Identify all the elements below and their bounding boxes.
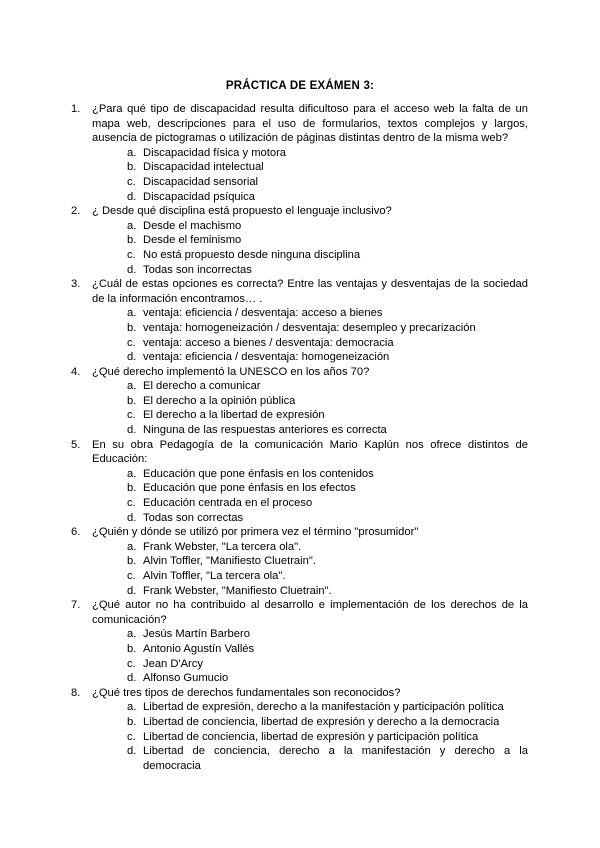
option-d	[127, 671, 528, 686]
question-number: 5.	[71, 438, 81, 451]
option-letter: a.	[127, 380, 137, 393]
question-7	[71, 598, 528, 686]
page-title: PRÁCTICA DE EXÁMEN 3:	[225, 80, 375, 92]
option-text: ventaja: eficiencia / desventaja: acceso a bienes	[143, 307, 383, 320]
option-letter: a.	[127, 467, 137, 480]
option-text: Discapacidad física y motora	[143, 146, 287, 159]
question-text: ¿Quién y dónde se utilizó por primera vez el término "prosumidor"	[92, 526, 419, 539]
option-b	[127, 160, 528, 175]
option-letter: b.	[127, 234, 137, 247]
question-number: 2.	[71, 205, 81, 218]
option-letter: a.	[127, 701, 137, 714]
option-letter: b.	[127, 394, 137, 407]
option-d	[127, 744, 528, 773]
question-4	[71, 365, 528, 438]
question-number: 6.	[71, 526, 81, 539]
option-letter: c.	[127, 497, 136, 510]
option-list	[127, 627, 528, 685]
option-text: Libertad de conciencia, libertad de expresión y derecho a la democracia	[143, 715, 500, 728]
option-a	[127, 700, 528, 715]
option-c	[127, 248, 528, 263]
option-d	[127, 350, 528, 365]
option-b	[127, 481, 528, 496]
question-text: ¿ Desde qué disciplina está propuesto el lenguaje inclusivo?	[92, 205, 392, 218]
option-c	[127, 730, 528, 745]
option-text: Libertad de conciencia, libertad de expresión y participación política	[143, 730, 479, 743]
option-c	[127, 408, 528, 423]
option-text: Libertad de expresión, derecho a la manifestación y participación política	[143, 701, 504, 714]
option-d	[127, 263, 528, 278]
option-letter: b.	[127, 642, 137, 655]
question-text: ¿Qué tres tipos de derechos fundamentales son reconocidos?	[92, 686, 401, 699]
option-letter: a.	[127, 219, 137, 232]
option-letter: d.	[127, 424, 137, 437]
option-d	[127, 584, 528, 599]
option-letter: b.	[127, 555, 137, 568]
option-a	[127, 467, 528, 482]
option-b	[127, 642, 528, 657]
question-3	[71, 277, 528, 365]
option-text: Frank Webster, "Manifiesto Cluetrain".	[143, 584, 332, 597]
option-text: El derecho a comunicar	[143, 380, 261, 393]
option-text: ventaja: homogeneización / desventaja: desempleo y precarización	[143, 321, 476, 334]
option-b	[127, 233, 528, 248]
option-letter: d.	[127, 511, 137, 524]
option-text: Desde el feminismo	[143, 234, 242, 247]
question-number: 4.	[71, 365, 81, 378]
option-text: Libertad de conciencia, derecho a la manifestación y derecho a la democracia	[143, 745, 528, 772]
option-list	[127, 540, 528, 598]
option-b	[127, 715, 528, 730]
option-b	[127, 321, 528, 336]
option-text: Ninguna de las respuestas anteriores es correcta	[143, 424, 387, 437]
option-letter: c.	[127, 570, 136, 582]
option-c	[127, 569, 528, 584]
question-text: En su obra Pedagogía de la comunicación Mario Kaplún nos ofrece distintos de Educación:	[92, 438, 528, 466]
option-d	[127, 423, 528, 438]
option-letter: b.	[127, 715, 137, 728]
question-text: ¿Qué autor no ha contribuido al desarrollo e implementación de los derechos de la comunicación?	[92, 599, 528, 626]
option-text: Alvin Toffler, "Manifiesto Cluetrain".	[143, 555, 316, 568]
option-b	[127, 554, 528, 569]
option-letter: a.	[127, 146, 137, 159]
question-2	[71, 204, 528, 277]
option-c	[127, 496, 528, 511]
option-letter: d.	[127, 584, 137, 597]
option-list	[127, 219, 528, 277]
option-c	[127, 657, 528, 672]
option-text: No está propuesto desde ninguna disciplina	[143, 248, 361, 261]
option-a	[127, 540, 528, 555]
option-letter: c.	[127, 730, 136, 743]
question-number: 1.	[71, 103, 81, 115]
option-letter: c.	[127, 657, 136, 670]
option-list	[127, 306, 528, 364]
option-letter: a.	[127, 307, 137, 320]
option-list	[127, 379, 528, 437]
option-text: Educación que pone énfasis en los contenidos	[143, 467, 374, 480]
option-d	[127, 190, 528, 205]
option-list	[127, 467, 528, 525]
question-number: 7.	[71, 599, 81, 612]
option-text: Discapacidad intelectual	[143, 161, 264, 174]
option-a	[127, 146, 528, 161]
option-text: Alvin Toffler, "La tercera ola".	[143, 570, 286, 582]
option-text: Discapacidad sensorial	[143, 175, 259, 188]
question-text: ¿Qué derecho implementó la UNESCO en los años 70?	[92, 365, 370, 378]
question-6	[71, 525, 528, 598]
option-letter: c.	[127, 175, 136, 188]
option-d	[127, 511, 528, 526]
option-text: Jesús Martín Barbero	[143, 628, 250, 641]
option-text: El derecho a la opinión pública	[143, 394, 296, 407]
option-letter: d.	[127, 672, 137, 685]
option-text: El derecho a la libertad de expresión	[143, 409, 325, 422]
option-letter: c.	[127, 409, 136, 422]
option-a	[127, 379, 528, 394]
option-a	[127, 627, 528, 642]
option-letter: a.	[127, 628, 137, 641]
option-letter: c.	[127, 336, 136, 349]
question-list	[71, 102, 528, 773]
option-letter: d.	[127, 351, 137, 364]
question-number: 8.	[71, 686, 81, 699]
option-list	[127, 700, 528, 773]
question-number: 3.	[71, 278, 81, 291]
option-letter: d.	[127, 263, 137, 276]
option-text: Alfonso Gumucio	[143, 672, 229, 685]
question-1	[71, 102, 528, 204]
option-letter: b.	[127, 321, 137, 334]
option-letter: b.	[127, 482, 137, 495]
option-letter: d.	[127, 745, 137, 758]
option-text: Desde el machismo	[143, 219, 242, 232]
option-text: ventaja: eficiencia / desventaja: homogeneización	[143, 351, 390, 364]
question-text: ¿Cuál de estas opciones es correcta? Entre las ventajas y desventajas de la sociedad de la información encontramos… .	[92, 278, 528, 305]
option-text: Frank Webster, "La tercera ola".	[143, 540, 302, 553]
option-a	[127, 306, 528, 321]
option-text: Jean D'Arcy	[143, 657, 203, 670]
option-list	[127, 146, 528, 204]
question-text: ¿Para qué tipo de discapacidad resulta dificultoso para el acceso web la falta de un mapa web, descripciones para el uso de formularios, textos complejos y largos, ausencia de pictogramas o utilización de páginas distintas dentro de la misma web?	[92, 103, 528, 145]
option-text: Antonio Agustín Vallés	[143, 642, 255, 655]
option-letter: c.	[127, 248, 136, 261]
option-letter: d.	[127, 190, 137, 203]
option-text: Educación centrada en el proceso	[143, 497, 313, 510]
option-b	[127, 394, 528, 409]
question-8	[71, 686, 528, 774]
option-text: ventaja: acceso a bienes / desventaja: democracia	[143, 336, 394, 349]
option-text: Discapacidad psíquica	[143, 190, 255, 203]
option-text: Todas son incorrectas	[143, 263, 252, 276]
option-a	[127, 219, 528, 234]
option-text: Educación que pone énfasis en los efectos	[143, 482, 356, 495]
option-letter: a.	[127, 540, 137, 553]
question-5	[71, 438, 528, 526]
option-letter: b.	[127, 161, 137, 174]
option-c	[127, 175, 528, 190]
option-c	[127, 336, 528, 351]
option-text: Todas son correctas	[143, 511, 244, 524]
